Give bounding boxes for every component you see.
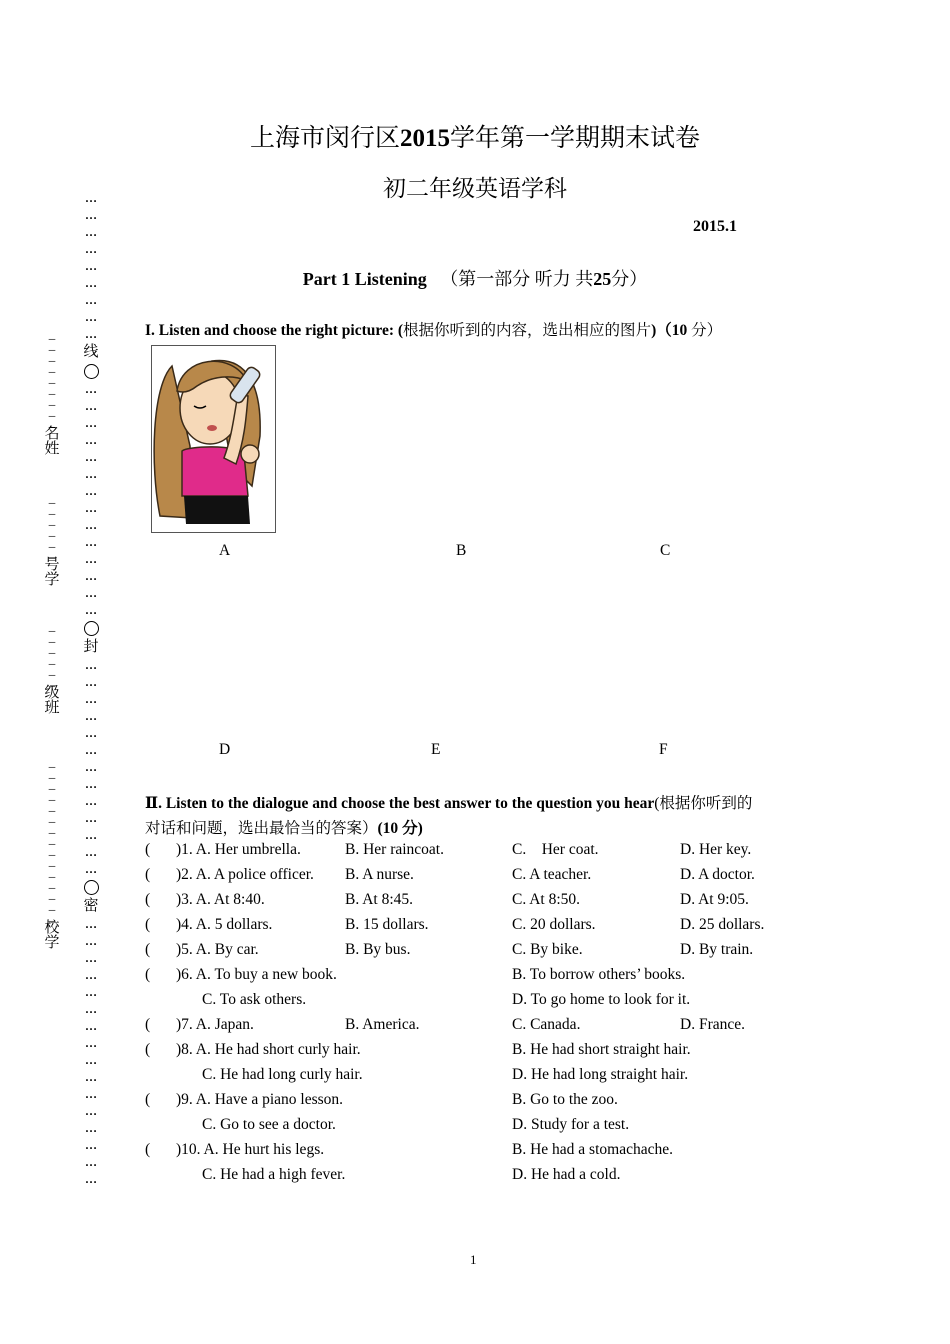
question-option-c: C. He had a high fever. <box>202 1166 346 1183</box>
part1-note-end: 分） <box>611 269 648 289</box>
part1-heading <box>0 265 950 291</box>
question-option-d: D. To go home to look for it. <box>512 991 691 1008</box>
part1-label: Part 1 Listening <box>302 269 427 289</box>
question-option-c: C. He had long curly hair. <box>202 1066 363 1083</box>
picture-label-c: C <box>660 542 671 559</box>
answer-paren[interactable]: ( <box>145 1016 151 1033</box>
picture-label-d: D <box>219 741 231 758</box>
section2-score-end: 分) <box>398 820 423 837</box>
answer-paren[interactable]: ( <box>145 1041 151 1058</box>
class-label: 级班 <box>44 685 60 716</box>
student-school-field[interactable]: _ _ _ _ _ _ _ _ _ _ _ _ _ _ _ 校学 <box>44 754 60 951</box>
question-option-c: C. At 8:50. <box>512 891 581 908</box>
answer-paren[interactable]: ( <box>145 966 151 983</box>
question-option-a: )9. A. Have a piano lesson. <box>176 1091 344 1108</box>
question-option-b: B. To borrow others’ books. <box>512 966 686 983</box>
section1-heading <box>145 318 722 340</box>
part1-score: 25 <box>593 269 612 289</box>
question-option-a: )3. A. At 8:40. <box>176 891 265 908</box>
question-option-a: )2. A. A police officer. <box>176 866 314 883</box>
answer-paren[interactable]: ( <box>145 916 151 933</box>
seal-ring-icon <box>84 880 99 895</box>
question-option-d: D. A doctor. <box>680 866 755 883</box>
question-option-b: B. He had short straight hair. <box>512 1041 691 1058</box>
answer-paren[interactable]: ( <box>145 941 151 958</box>
part1-note: （第一部分 听力 共 <box>440 269 594 289</box>
question-option-c: C. A teacher. <box>512 866 592 883</box>
picture-label-a: A <box>219 542 231 559</box>
question-option-b: B. America. <box>345 1016 420 1033</box>
section2-title-cn1: (根据你听到的 <box>654 795 753 812</box>
girl-drinking-illustration <box>152 346 275 532</box>
question-option-b: B. At 8:45. <box>345 891 414 908</box>
question-option-d: D. Her key. <box>680 841 752 858</box>
section1-title-en: I. Listen and choose the right picture: ( <box>145 322 404 339</box>
question-option-b: B. He had a stomachache. <box>512 1141 673 1158</box>
question-option-c: C. Go to see a doctor. <box>202 1116 336 1133</box>
question-option-d: D. Study for a test. <box>512 1116 630 1133</box>
seal-ring-icon <box>84 621 99 636</box>
exam-subtitle: 初二年级英语学科 <box>383 176 567 201</box>
question-option-b: B. By bus. <box>345 941 411 958</box>
question-option-a: )7. A. Japan. <box>176 1016 254 1033</box>
question-option-d: D. He had long straight hair. <box>512 1066 689 1083</box>
answer-paren[interactable]: ( <box>145 1141 151 1158</box>
student-number-field[interactable]: _ _ _ _ _ _ 号学 <box>44 490 60 588</box>
picture-label-e: E <box>431 741 441 758</box>
question-option-a: )5. A. By car. <box>176 941 259 958</box>
question-option-b: B. A nurse. <box>345 866 414 883</box>
seal-line-char: 线 <box>83 344 99 360</box>
seal-secret-char: 密 <box>83 898 99 914</box>
seal-line-column: … … … … … … … … … 线 … … … … … … … … … … … … … … 封 … … … … … … … … … … … … … 密 … … … … … … … … … … … … … … … … <box>83 191 99 1186</box>
section2-title-cn2: 对话和问题，选出最恰当的答案） <box>145 820 378 837</box>
question-option-d: D. By train. <box>680 941 754 958</box>
question-option-d: D. 25 dollars. <box>680 916 765 933</box>
title-pre: 上海市闵行区 <box>249 125 400 152</box>
title-year: 2015 <box>400 125 450 152</box>
section1-score: 10 <box>671 322 688 339</box>
student-class-field[interactable]: _ _ _ _ _ _ 级班 <box>44 618 60 716</box>
section2-title-en: Ⅱ. Listen to the dialogue and choose the best answer to the question you hear <box>145 795 655 812</box>
question-option-b: B. 15 dollars. <box>345 916 429 933</box>
picture-label-f: F <box>659 741 668 758</box>
answer-paren[interactable]: ( <box>145 866 151 883</box>
question-option-d: D. At 9:05. <box>680 891 749 908</box>
school-label: 校学 <box>44 920 60 951</box>
question-option-c: C. To ask others. <box>202 991 307 1008</box>
answer-paren[interactable]: ( <box>145 1091 151 1108</box>
question-option-a: )4. A. 5 dollars. <box>176 916 273 933</box>
seal-seal-char: 封 <box>83 639 99 655</box>
section2-heading-line1 <box>145 791 752 813</box>
section2-heading-line2 <box>145 816 423 838</box>
name-label: 名姓 <box>44 426 60 457</box>
exam-title <box>0 118 950 154</box>
answer-paren[interactable]: ( <box>145 891 151 908</box>
section1-title-end: )（ <box>651 322 672 339</box>
question-option-c: C. Canada. <box>512 1016 581 1033</box>
page-number: 1 <box>470 1252 477 1267</box>
seal-ring-icon <box>84 364 99 379</box>
section1-score-end: 分） <box>687 322 723 339</box>
question-option-c: C. By bike. <box>512 941 583 958</box>
picture-label-b: B <box>456 542 467 559</box>
question-option-a: )1. A. Her umbrella. <box>176 841 301 858</box>
picture-a-girl-drinking <box>151 345 276 533</box>
question-option-a: )6. A. To buy a new book. <box>176 966 337 983</box>
question-option-b: B. Go to the zoo. <box>512 1091 618 1108</box>
answer-paren[interactable]: ( <box>145 841 151 858</box>
section2-score: (10 <box>377 820 399 837</box>
question-option-c: C. Her coat. <box>512 841 599 858</box>
question-option-c: C. 20 dollars. <box>512 916 596 933</box>
question-option-d: D. He had a cold. <box>512 1166 621 1183</box>
number-label: 号学 <box>44 557 60 588</box>
title-post: 学年第一学期期末试卷 <box>450 125 701 152</box>
student-name-field[interactable]: _ _ _ _ _ _ _ _ _ 名姓 <box>44 326 60 457</box>
question-option-a: )8. A. He had short curly hair. <box>176 1041 361 1058</box>
question-option-b: B. Her raincoat. <box>345 841 444 858</box>
question-option-d: D. France. <box>680 1016 745 1033</box>
question-option-a: )10. A. He hurt his legs. <box>176 1141 325 1158</box>
exam-date: 2015.1 <box>693 218 737 235</box>
section1-title-cn: 根据你听到的内容，选出相应的图片 <box>403 322 652 339</box>
